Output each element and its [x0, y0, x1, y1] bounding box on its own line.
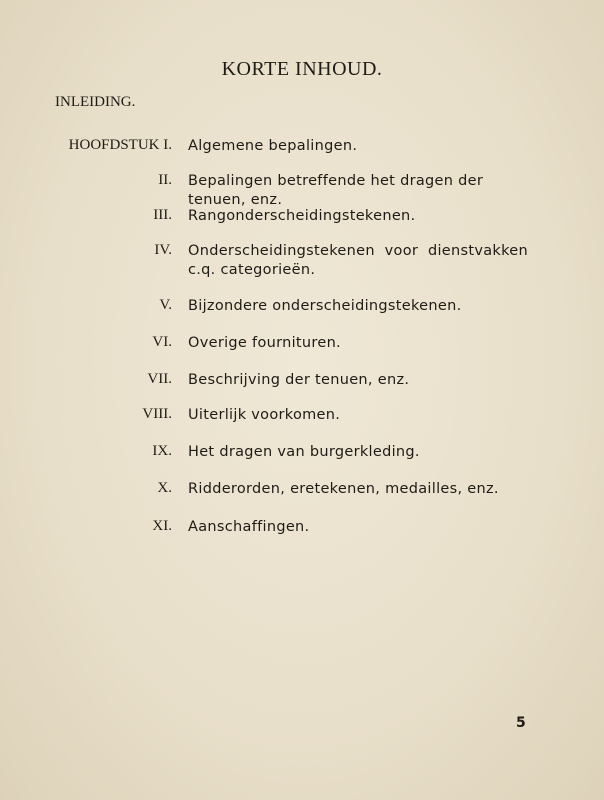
chapter-title: Uiterlijk voorkomen. [188, 407, 341, 423]
chapter-title: Overige fournituren. [188, 335, 341, 351]
chapter-title: Onderscheidingstekenen voor dienstvakken c.q. categorieën. [188, 243, 528, 278]
intro-entry: INLEIDING. [55, 94, 136, 110]
chapter-number: II. [158, 172, 172, 188]
chapter-number: VI. [152, 334, 172, 350]
chapter-number: III. [153, 207, 172, 223]
chapter-title: Het dragen van burgerkleding. [188, 444, 420, 460]
chapter-title: Aanschaffingen. [188, 519, 310, 535]
chapter-title: Bepalingen betreffende het dragen der tenuen, enz. [188, 173, 484, 208]
chapter-number: V. [159, 297, 172, 313]
chapter-title: Beschrijving der tenuen, enz. [188, 372, 410, 388]
chapter-number: IX. [152, 443, 172, 459]
chapter-title: Algemene bepalingen. [188, 138, 358, 154]
chapter-title: Rangonderscheidingstekenen. [188, 208, 416, 224]
page-title: KORTE INHOUD. [221, 58, 383, 80]
chapter-number: HOOFDSTUK I. [68, 137, 172, 153]
chapter-number: VII. [147, 371, 172, 387]
chapter-number: VIII. [142, 406, 172, 422]
chapter-number: X. [157, 480, 172, 496]
chapter-title: Ridderorden, eretekenen, medailles, enz. [188, 481, 499, 497]
chapter-number: XI. [152, 518, 172, 534]
page-number: 5 [516, 715, 526, 731]
chapter-title: Bijzondere onderscheidingstekenen. [188, 298, 462, 314]
chapter-number: IV. [154, 242, 172, 258]
